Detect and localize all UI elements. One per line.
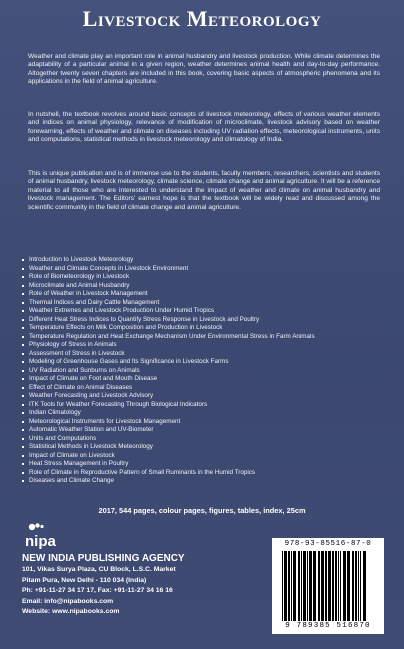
publisher-address-line-2: Pitam Pura, New Delhi - 110 034 (India) <box>22 576 147 584</box>
bullet-icon <box>22 370 24 372</box>
barcode-bar <box>284 551 287 621</box>
barcode-bar <box>293 551 296 621</box>
chapter-title: Impact of Climate on Livestock <box>29 451 115 459</box>
publisher-name: NEW INDIA PUBLISHING AGENCY <box>22 553 185 564</box>
bullet-icon <box>22 268 24 270</box>
barcode-bar <box>343 551 346 621</box>
chapter-title: Indian Climatology <box>29 409 81 416</box>
chapter-item <box>22 401 382 410</box>
barcode-bar <box>332 551 334 621</box>
publisher-block <box>22 553 252 618</box>
barcode-bar <box>282 551 283 621</box>
bullet-icon <box>22 276 24 278</box>
bullet-icon <box>22 438 24 440</box>
chapter-title: Effect of Climate on Animal Diseases <box>29 383 133 391</box>
bullet-icon <box>22 412 24 414</box>
book-title: Livestock Meteorology <box>82 6 322 31</box>
barcode-bars <box>282 551 374 621</box>
barcode-bar <box>335 551 337 621</box>
barcode-digits: 9 789385 516870 <box>285 622 371 630</box>
chapter-item <box>22 452 382 461</box>
isbn-label: 978-93-85516-87-0 <box>284 540 372 548</box>
chapter-title: Weather Forecasting and Livestock Advisory <box>29 392 154 399</box>
logo-text: nipa <box>25 533 56 550</box>
publisher-website: Website: www.nipabooks.com <box>22 608 120 615</box>
logo-dot <box>40 525 43 528</box>
chapter-item <box>22 265 382 274</box>
chapter-title: Weather Extremes and Livestock Production Under Humid Tropics <box>29 307 215 314</box>
bullet-icon <box>22 480 24 482</box>
bullet-icon <box>22 285 24 287</box>
barcode-bar <box>338 551 339 621</box>
publisher-email: Email: info@nipabooks.com <box>22 597 114 605</box>
barcode-bar <box>303 551 306 621</box>
barcode-bar <box>340 551 341 621</box>
bullet-icon <box>22 446 24 448</box>
bullet-icon <box>22 336 24 338</box>
bullet-icon <box>22 387 24 389</box>
bullet-icon <box>22 310 24 312</box>
barcode-bar <box>328 551 331 621</box>
chapter-title: Temperature Effects on Milk Composition and Production in Livestock <box>29 324 223 331</box>
logo-dot <box>29 524 35 530</box>
bullet-icon <box>22 319 24 321</box>
bullet-icon <box>22 293 24 295</box>
bullet-icon <box>22 353 24 355</box>
description-paragraph-2: In nutshell, the textbook revolves around basic concepts of livestock meteorology, effects of various weather elements and indices on animal physiology, relevance of modification of microclimate, livestock advisory based on weather forewarning, effects of weather and climate on diseases including UV radiation effects, meteorological instruments, units and computations, statistical methods in livestock meteorology and climatology of India. <box>28 110 380 144</box>
barcode-bar <box>358 551 359 621</box>
bullet-icon <box>22 378 24 380</box>
description-paragraph-3: This is unique publication and is of immense use to the students, faculty members, researchers, scientists and students of animal husbandry, livestock meteorology, climate science, climate change and animal agriculture. It will be a reference material to all those who are interested to understand the impact of weather and climate on animal husbandry and livestock management. The Editors' earnest hope is that the textbook will be widely read and discussed among the scientific community in the field of climate change and animal agriculture. <box>28 169 380 211</box>
bullet-icon <box>22 327 24 329</box>
chapter-title: Automatic Weather Station and UV-Biometer <box>29 426 154 433</box>
barcode-bar <box>318 551 320 621</box>
bullet-icon <box>22 463 24 465</box>
bullet-icon <box>22 361 24 363</box>
barcode-bar <box>288 551 290 621</box>
chapter-item <box>22 460 382 469</box>
chapter-title: Microclimate and Animal Husbandry <box>29 281 130 289</box>
chapter-title: Physiology of Stress in Animals <box>29 341 117 348</box>
chapter-list <box>22 256 382 486</box>
chapter-item <box>22 324 382 333</box>
chapter-title: Different Heat Stress Indices to Quantify Stress Response in Livestock and Poultry <box>29 315 260 323</box>
bullet-icon <box>22 455 24 457</box>
chapter-item <box>22 409 382 418</box>
chapter-title: Impact of Climate on Foot and Mouth Disease <box>29 375 158 382</box>
bullet-icon <box>22 344 24 346</box>
chapter-item <box>22 358 382 367</box>
barcode-bar <box>309 551 312 621</box>
bullet-icon <box>22 259 24 261</box>
chapter-title: Thermal Indices and Dairy Cattle Management <box>29 298 160 306</box>
barcode-bar <box>325 551 327 621</box>
nipa-logo <box>22 520 72 550</box>
chapter-title: Statistical Methods in Livestock Meteorology <box>29 443 153 450</box>
chapter-title: Assessment of Stress in Livestock <box>29 349 125 357</box>
chapter-item <box>22 350 382 359</box>
bullet-icon <box>22 472 24 474</box>
book-specifications: 2017, 544 pages, colour pages, figures, tables, index, 25cm <box>98 506 306 515</box>
description-paragraph-1: Weather and climate play an important role in animal husbandry and livestock production. While climate determines the adaptability of a particular animal in a given region, weather determines animal health and day-to-day performance. Altogether twenty seven chapters are included in this book, covering basic aspects of atmospheric phenomena and its applications in the field of animal agriculture. <box>28 52 380 86</box>
chapter-title: UV Radiation and Sunburns on Animals <box>29 366 140 374</box>
chapter-item <box>22 435 382 444</box>
chapter-title: Heat Stress Management in Poultry <box>29 460 129 467</box>
chapter-title: ITK Tools for Weather Forecasting Through Biological Indicators <box>29 400 208 408</box>
chapter-title: Weather and Climate Concepts in Livestock Environment <box>29 264 189 272</box>
barcode-bar <box>347 551 350 621</box>
chapter-item <box>22 299 382 308</box>
chapter-item <box>22 282 382 291</box>
chapter-item <box>22 477 382 486</box>
bullet-icon <box>22 421 24 423</box>
chapter-item <box>22 367 382 376</box>
chapter-item <box>22 316 382 325</box>
chapter-item <box>22 418 382 427</box>
chapter-item <box>22 426 382 435</box>
chapter-item <box>22 375 382 384</box>
chapter-item <box>22 307 382 316</box>
publisher-phone: Ph: +91-11-27 34 17 17, Fax: +91-11-27 34 16 16 <box>22 587 173 594</box>
chapter-title: Modeling of Greenhouse Gases and Its Significance in Livestock Farms <box>29 358 229 365</box>
chapter-title: Units and Computations <box>29 434 97 442</box>
chapter-item <box>22 443 382 452</box>
barcode-bar <box>360 551 361 621</box>
chapter-title: Role of Biometeorology in Livestock <box>29 273 130 280</box>
chapter-item <box>22 341 382 350</box>
chapter-item <box>22 290 382 299</box>
barcode-bar <box>313 551 316 621</box>
barcode-bar <box>363 551 366 621</box>
chapter-title: Introduction to Livestock Meteorology <box>29 256 134 263</box>
logo-dot <box>35 523 39 527</box>
chapter-title: Meteorological Instruments for Livestock Management <box>29 417 181 425</box>
chapter-item <box>22 384 382 393</box>
bullet-icon <box>22 302 24 304</box>
barcode-bar <box>355 551 357 621</box>
bullet-icon <box>22 429 24 431</box>
chapter-item <box>22 273 382 282</box>
barcode-bar <box>298 551 300 621</box>
bullet-icon <box>22 395 24 397</box>
barcode-bar <box>301 551 302 621</box>
chapter-title: Temperature Regulation and Heat Exchange Mechanism Under Environmental Stress in Farm Animals <box>29 332 315 340</box>
barcode-bar <box>307 551 308 621</box>
isbn-barcode <box>272 538 384 634</box>
barcode-bar <box>321 551 324 621</box>
barcode-bar <box>291 551 292 621</box>
chapter-title: Diseases and Climate Change <box>29 477 115 484</box>
chapter-item <box>22 256 382 265</box>
chapter-title: Role of Climate in Reproductive Pattern of Small Ruminants in the Humid Tropics <box>29 468 256 476</box>
chapter-item <box>22 333 382 342</box>
chapter-item <box>22 392 382 401</box>
chapter-item <box>22 469 382 478</box>
publisher-address-line-1: 101, Vikas Surya Plaza, CU Block, L.S.C. Market <box>22 566 176 573</box>
barcode-bar <box>352 551 354 621</box>
bullet-icon <box>22 404 24 406</box>
chapter-title: Role of Weather in Livestock Management <box>29 290 148 297</box>
